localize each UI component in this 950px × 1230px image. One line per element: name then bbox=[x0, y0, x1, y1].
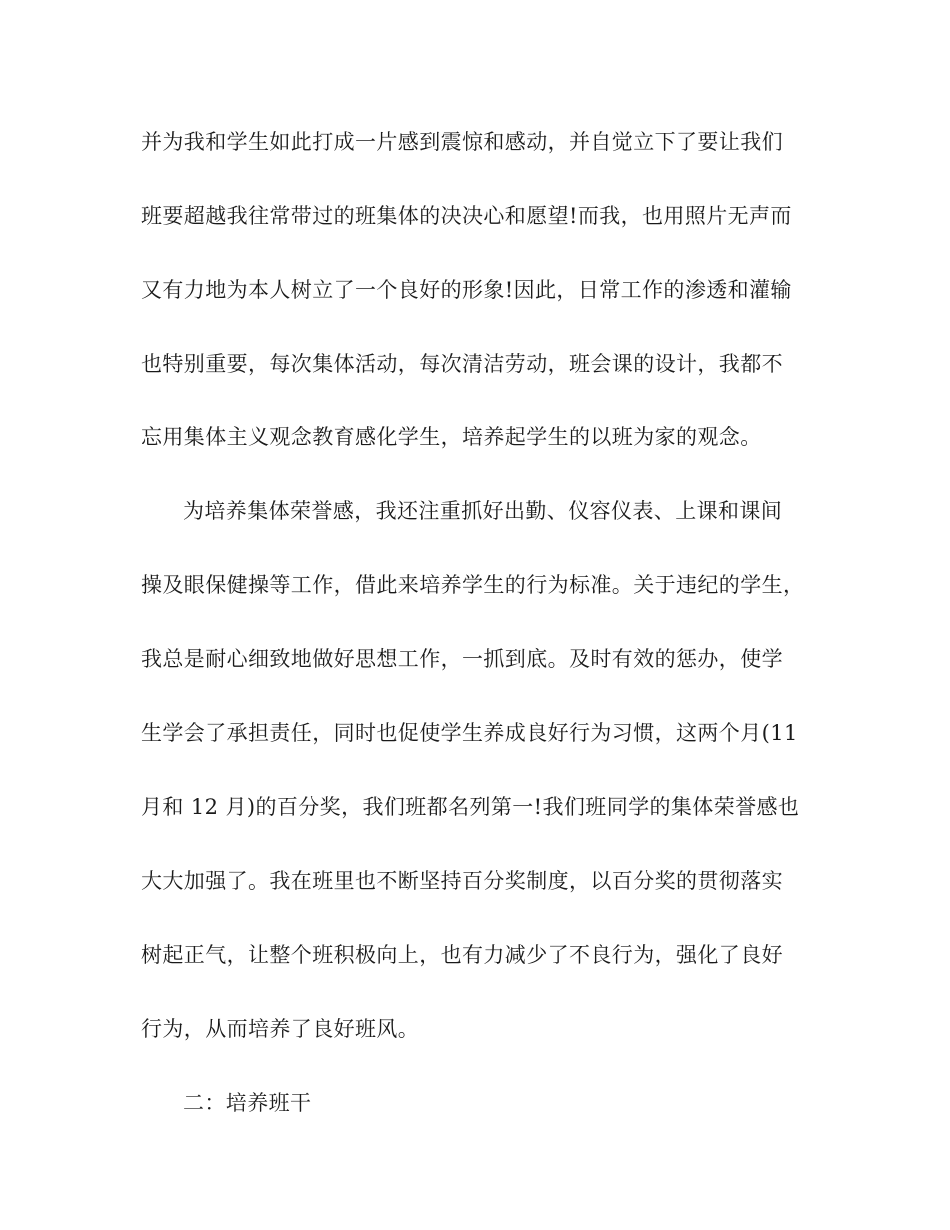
paragraph-line-9: 生学会了承担责任，同时也促使学生养成良好行为习惯，这两个月(11 bbox=[141, 721, 798, 745]
paragraph-line-12: 树起正气，让整个班积极向上，也有力减少了不良行为，强化了良好 bbox=[141, 943, 783, 967]
section-heading: 二：培养班干 bbox=[183, 1091, 312, 1115]
paragraph-line-1: 并为我和学生如此打成一片感到震惊和感动，并自觉立下了要让我们 bbox=[141, 130, 783, 154]
paragraph-line-10: 月和 12 月)的百分奖，我们班都名列第一!我们班同学的集体荣誉感也 bbox=[141, 795, 800, 819]
paragraph-line-5: 忘用集体主义观念教育感化学生，培养起学生的以班为家的观念。 bbox=[141, 425, 762, 449]
paragraph-line-7: 操及眼保健操等工作，借此来培养学生的行为标准。关于违纪的学生， bbox=[141, 573, 805, 597]
paragraph-line-6: 为培养集体荣誉感，我还注重抓好出勤、仪容仪表、上课和课间 bbox=[183, 499, 783, 523]
paragraph-line-2: 班要超越我往常带过的班集体的决决心和愿望!而我，也用照片无声而 bbox=[141, 204, 792, 228]
paragraph-line-11: 大大加强了。我在班里也不断坚持百分奖制度，以百分奖的贯彻落实 bbox=[141, 869, 783, 893]
paragraph-line-4: 也特别重要，每次集体活动，每次清洁劳动，班会课的设计，我都不 bbox=[141, 352, 783, 376]
paragraph-line-8: 我总是耐心细致地做好思想工作，一抓到底。及时有效的惩办，使学 bbox=[141, 647, 783, 671]
paragraph-line-3: 又有力地为本人树立了一个良好的形象!因此，日常工作的渗透和灌输 bbox=[141, 278, 792, 302]
paragraph-line-13: 行为，从而培养了良好班风。 bbox=[141, 1017, 420, 1041]
